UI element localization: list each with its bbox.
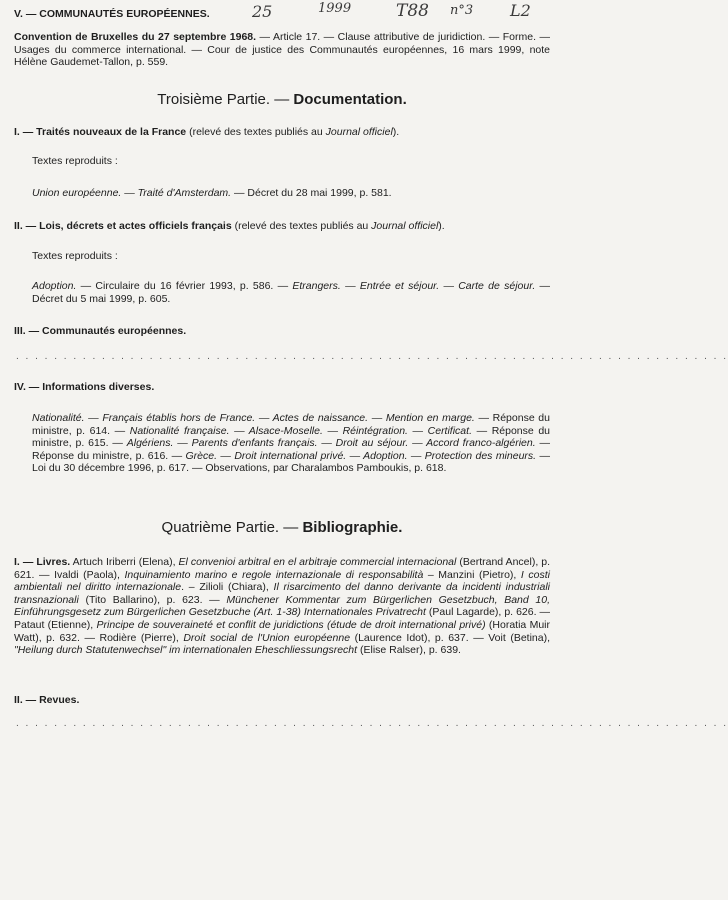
convention-text: — Article 17. — Clause attributive de juridiction. — Forme. — Usages du commerce international. — Cour de justice des Communautés européennes, 16 mars 1999, note Hélène Gaudemet-Tallon, p. 559. — [14, 31, 550, 69]
livres-title: Principe de souveraineté et conflit de juridictions (étude de droit international privé) — [96, 618, 486, 631]
traites-item-text: — Décret du 28 mai 1999, p. 581. — [231, 187, 392, 199]
lois-item-decret: — Décret du 5 mai 1999, p. 605. — [32, 280, 551, 305]
informations-body — [14, 412, 550, 475]
livres-title: Münchener Kommentar zum Bürgerlichen Gesetzbuch, Band 10, Einführungsgesetz zum Bürgerlichen Gesetzbuche (Art. 1-38) Internationales Privatrecht — [14, 593, 550, 619]
convention-bruxelles-entry — [14, 31, 550, 69]
lois-item — [14, 280, 550, 305]
dotted-leader-revues: . . . . . . . . . . . . . . . . . . . . . . . . . . . . . . . . . . . . . . . . . . . . . . . . . . . . . . . . . . . . . . . . . . . . . . . . . . . — [16, 718, 728, 729]
livres-text: (Laurence Idot), p. 637. — Voit (Betina), — [350, 631, 551, 644]
livres-text: (Elise Ralser), p. 639. — [357, 644, 461, 657]
traites-textes-reproduits: Textes reproduits : — [32, 155, 118, 167]
lois-textes-reproduits: Textes reproduits : — [32, 250, 118, 262]
annotation-25: 25 — [252, 2, 273, 21]
lois-journal: Journal officiel — [371, 220, 439, 232]
informations-heading: IV. — Informations diverses. — [14, 381, 155, 393]
part-three-heading — [14, 91, 550, 108]
info-nationalite: Nationalité. — Français établis hors de France. — Actes de naissance. — Mention en marge. — [32, 412, 475, 424]
info-reponse-616: — Réponse du ministre, p. 616. — — [32, 437, 550, 462]
annotation-1999: 1999 — [318, 1, 352, 16]
part-four-prefix: Quatrième Partie. — — [161, 519, 303, 536]
annotation-n3: n°3 — [450, 3, 474, 18]
info-grece: Grèce. — Droit international privé. — Adoption. — Protection des mineurs. — [185, 449, 537, 462]
livres-title: Inquinamiento marino e regole internazionale di responsabilità — [124, 568, 424, 581]
lois-text: (relevé des textes publiés au — [231, 220, 372, 232]
part-three-title: Documentation. — [293, 91, 407, 108]
livres-text: (Tito Ballarino), p. 623. — — [78, 593, 227, 606]
traites-label: I. — Traités nouveaux de la France — [14, 126, 187, 138]
dotted-leader: . . . . . . . . . . . . . . . . . . . . . . . . . . . . . . . . . . . . . . . . . . . . . . . . . . . . . . . . . . . . . . . . . . . . . . . . . . . — [16, 351, 728, 362]
lois-item-adoption: Adoption. — [32, 280, 77, 292]
revues-heading: II. — Revues. — [14, 694, 80, 706]
traites-text: (relevé des textes publiés au — [186, 126, 326, 138]
section-communautes-heading: V. — COMMUNAUTÉS EUROPÉENNES. — [14, 8, 210, 20]
lois-heading — [14, 220, 550, 233]
traites-item-title: Union européenne. — Traité d'Amsterdam. — [32, 187, 232, 199]
traites-journal: Journal officiel — [325, 126, 393, 138]
communautes-heading: III. — Communautés européennes. — [14, 325, 187, 337]
annotation-l2: L2 — [510, 1, 531, 20]
info-algeriens: Algériens. — Parents d'enfants français. — Droit au séjour. — Accord franco-algérien. — [126, 437, 536, 450]
lois-item-etrangers: Etrangers. — Entrée et séjour. — Carte de séjour. — [292, 280, 536, 292]
traites-end: ). — [392, 126, 400, 138]
part-four-title: Bibliographie. — [302, 519, 403, 536]
livres-label: I. — Livres. — [14, 556, 71, 568]
lois-end: ). — [438, 220, 445, 232]
livres-title: Droit social de l'Union européenne — [183, 631, 351, 644]
traites-item — [14, 187, 550, 200]
livres-text: Artuch Iriberri (Elena), — [70, 556, 179, 568]
livres-body — [14, 556, 550, 657]
info-alsace: Nationalité française. — Alsace-Moselle. — Réintégration. — Certificat. — [129, 424, 472, 437]
livres-title: "Heilung durch Statutenwechsel" im internationalen Eheschliessungsrecht — [14, 644, 358, 657]
livres-text: (Paul Lagarde), p. 626. — Pataut (Etienne), — [14, 606, 550, 631]
livres-text: – Manzini (Pietro), — [423, 568, 521, 581]
info-loi-1996: — Loi du 30 décembre 1996, p. 617. — Observations, par Charalambos Pamboukis, p. 618. — [32, 449, 550, 475]
convention-title: Convention de Bruxelles du 27 septembre 1968. — [14, 31, 257, 43]
livres-title: El convenioi arbitral en el arbitraje commercial internacional — [178, 556, 457, 568]
info-reponse-614: — Réponse du ministre, p. 614. — — [32, 412, 550, 437]
traites-heading — [14, 126, 550, 139]
part-three-prefix: Troisième Partie. — — [157, 91, 294, 108]
annotation-t88: T88 — [396, 1, 429, 21]
info-reponse-615: — Réponse du ministre, p. 615. — — [32, 424, 550, 450]
livres-title: Il risarcimento del danno derivante da incidenti industriali transnazionali — [14, 581, 551, 606]
livres-title: I costi ambientali nel diritto internazionale — [14, 568, 550, 594]
livres-text: (Horatia Muir Watt), p. 632. — Rodière (Pierre), — [14, 618, 550, 644]
livres-text: . – Zilioli (Chiara), — [181, 581, 274, 594]
part-four-heading — [14, 519, 550, 536]
lois-item-circulaire: — Circulaire du 16 février 1993, p. 586. — — [76, 280, 293, 292]
livres-text: (Bertrand Ancel), p. 621. — Ivaldi (Paola), — [14, 556, 551, 581]
lois-label: II. — Lois, décrets et actes officiels français — [14, 220, 232, 232]
